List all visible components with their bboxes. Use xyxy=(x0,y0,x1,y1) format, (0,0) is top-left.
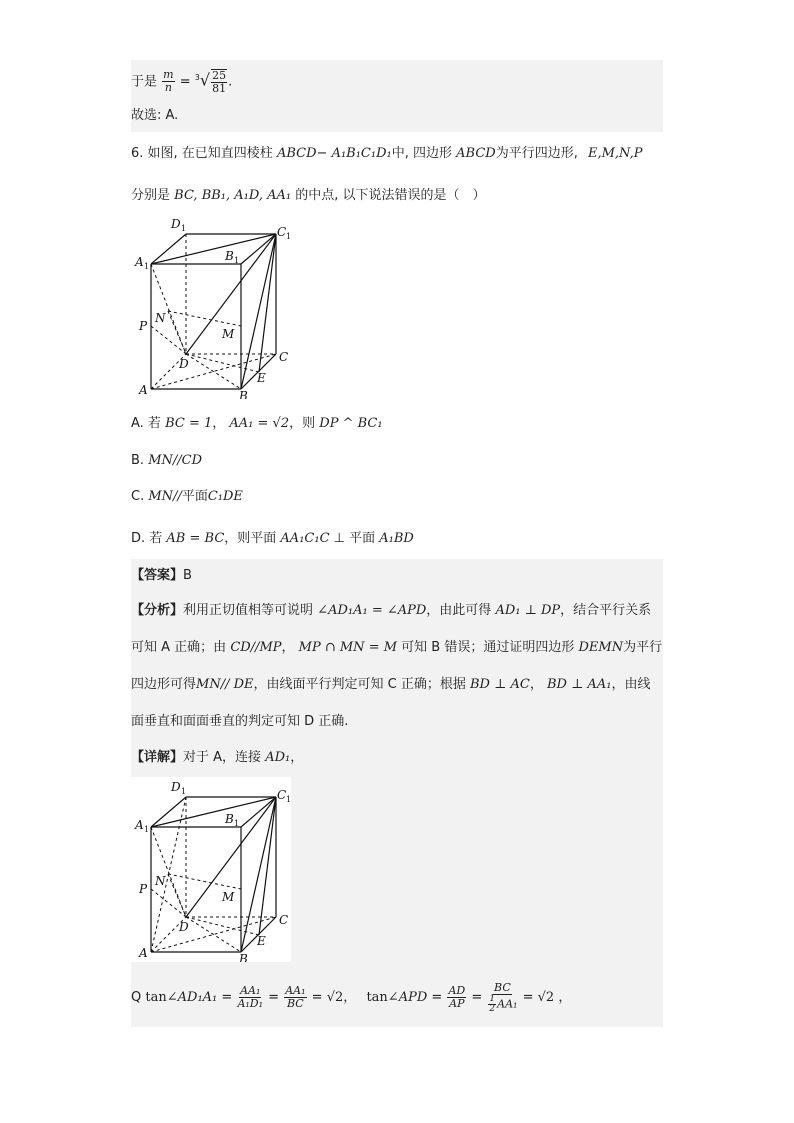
detail-label: 【详解】 xyxy=(131,750,184,765)
label-D: D xyxy=(179,920,189,934)
label-B1-sub: 1 xyxy=(234,256,240,265)
label-E: E xyxy=(257,934,266,948)
label-B: B xyxy=(239,952,248,962)
label-A: A xyxy=(139,946,148,960)
label-A1-sub: 1 xyxy=(144,825,150,834)
option-b xyxy=(131,451,202,471)
option-d-prefix: D. 若 xyxy=(131,531,163,546)
label-B1: B xyxy=(225,812,234,826)
analysis-math: ∠AD₁A₁ = ∠APD xyxy=(317,603,427,618)
analysis-text: 四边形可得 xyxy=(131,677,197,692)
answer-value: B xyxy=(183,568,192,583)
label-M: M xyxy=(222,327,235,341)
label-A: A xyxy=(139,383,148,397)
option-c-plane-word: 平面 xyxy=(181,489,208,504)
option-d-plane1: AA₁C₁C xyxy=(280,531,330,546)
option-c-prefix: C. xyxy=(131,489,145,504)
label-C1-sub: 1 xyxy=(286,795,291,804)
eq-5: = xyxy=(471,990,483,1005)
option-d-plane2: A₁BD xyxy=(379,531,414,546)
prism-dash: − xyxy=(316,146,328,161)
label-D1: D xyxy=(171,780,181,794)
label-P: P xyxy=(139,882,148,896)
question-mid2: 为平行四边形, xyxy=(495,146,578,161)
tan-2: tan xyxy=(366,990,388,1005)
option-a-aa: AA₁ = √2 xyxy=(229,416,290,431)
answer-label: 【答案】 xyxy=(131,568,184,583)
eq-2: = xyxy=(268,990,280,1005)
tan-1: tan xyxy=(145,990,167,1005)
option-c xyxy=(131,487,243,507)
option-a-bc: BC = 1 xyxy=(165,416,213,431)
question-line-1 xyxy=(131,144,642,164)
angle-1: ∠AD₁A₁ xyxy=(166,990,218,1005)
option-d-mid: ，则平面 xyxy=(224,531,277,546)
option-a-relation: DP ^ BC₁ xyxy=(319,416,383,431)
label-C: C xyxy=(279,350,289,364)
segments-list: BC, BB₁, A₁D, AA₁ xyxy=(174,188,292,203)
conclusion-prefix: 于是 xyxy=(131,74,158,90)
analysis-math: BD ⊥ AC xyxy=(470,677,530,692)
m-over-n: $\frac{m}{n}$ xyxy=(163,68,174,95)
analysis-line-3 xyxy=(131,675,650,695)
label-D1: D xyxy=(171,217,181,231)
analysis-text: ， xyxy=(281,640,295,655)
option-a xyxy=(131,414,383,434)
label-D1-sub: 1 xyxy=(181,787,187,796)
sqrt2-2: √2 xyxy=(537,990,555,1005)
option-d-perp: ⊥ 平面 xyxy=(329,531,376,546)
analysis-text: ， xyxy=(529,677,543,692)
since-symbol: Q xyxy=(131,990,142,1005)
label-N: N xyxy=(155,311,166,325)
equals-sign: = xyxy=(179,74,191,90)
label-B1-sub: 1 xyxy=(234,819,240,828)
tan-formula-line xyxy=(131,976,571,1020)
analysis-text: ，由此可得 xyxy=(426,603,492,618)
answer-choice-line xyxy=(131,106,178,126)
answer-line xyxy=(131,566,192,586)
label-P: P xyxy=(139,319,148,333)
question-mid1: 中, 四边形 xyxy=(391,146,452,161)
analysis-text: ，结合平行关系 xyxy=(560,603,652,618)
fraction-2: $\frac{\text{AA₁}}{BC}$ xyxy=(285,984,306,1010)
label-C1-sub: 1 xyxy=(286,232,291,241)
analysis-text: 利用正切值相等可说明 xyxy=(183,603,314,618)
radical-icon: √ xyxy=(199,70,211,90)
analysis-math: BD ⊥ AA₁ xyxy=(546,677,612,692)
eq-4: = xyxy=(431,990,443,1005)
label-N: N xyxy=(155,874,166,888)
label-D1-sub: 1 xyxy=(181,224,187,233)
fraction-3: $\frac{AD}{AP}$ xyxy=(448,984,466,1010)
analysis-line-1 xyxy=(131,601,651,621)
label-D: D xyxy=(179,357,189,371)
question-line2-prefix: 分别是 xyxy=(131,188,171,203)
analysis-math: AD₁ ⊥ DP xyxy=(495,603,561,618)
sqrt2-1: √2 xyxy=(326,990,344,1005)
analysis-line-4 xyxy=(131,712,348,732)
analysis-text: 可知 A 正确；由 xyxy=(131,640,227,655)
label-A1-sub: 1 xyxy=(144,262,150,271)
analysis-math: MP ∩ MN = M xyxy=(298,640,398,655)
label-C1: C xyxy=(277,225,287,239)
analysis-math: DEMN xyxy=(578,640,624,655)
option-c-mn: MN// xyxy=(148,489,182,504)
analysis-text: 面垂直和面面垂直的判定可知 D 正确. xyxy=(131,714,349,729)
label-C: C xyxy=(279,913,289,927)
detail-comma: ， xyxy=(290,750,304,765)
option-a-prefix: A. 若 xyxy=(131,416,161,431)
separator: ， xyxy=(343,990,357,1005)
quad-name: ABCD xyxy=(456,146,496,161)
option-b-relation: MN//CD xyxy=(148,453,203,468)
question-prefix: 6. 如图, 在已知直四棱柱 xyxy=(131,146,273,161)
analysis-text: 可知 B 错误；通过证明四边形 xyxy=(401,640,575,655)
option-a-then: ，则 xyxy=(289,416,316,431)
label-B: B xyxy=(239,389,248,399)
analysis-math: CD//MP xyxy=(230,640,282,655)
points-list: E,M,N,P xyxy=(587,146,643,161)
question-line-2 xyxy=(131,186,486,206)
label-C1: C xyxy=(277,788,287,802)
analysis-label: 【分析】 xyxy=(131,603,184,618)
detail-segment: AD₁ xyxy=(265,750,291,765)
detail-line xyxy=(131,748,303,768)
eq-6: = xyxy=(522,990,534,1005)
analysis-math: MN// DE xyxy=(196,677,254,692)
analysis-text: 为平行 xyxy=(623,640,663,655)
analysis-line-2 xyxy=(131,638,662,658)
option-d xyxy=(131,529,414,549)
fraction-1: $\frac{\text{AA₁}}{\text{A₁D₁}}$ xyxy=(237,984,264,1010)
prism-top: A₁B₁C₁D₁ xyxy=(331,146,392,161)
root-index: 3 xyxy=(194,73,200,82)
label-E: E xyxy=(257,371,266,385)
option-a-comma: ， xyxy=(212,416,226,431)
analysis-text: ，由线面平行判定可知 C 正确；根据 xyxy=(253,677,466,692)
analysis-text: ，由线 xyxy=(611,677,651,692)
prism-figure-1 xyxy=(131,214,291,399)
eq-1: = xyxy=(221,990,233,1005)
fraction-4: BC $\frac{1}{2}$ AA₁ xyxy=(489,980,518,1014)
prism-figure-2 xyxy=(131,777,291,962)
conclusion-line xyxy=(131,68,232,95)
angle-2: ∠APD xyxy=(387,990,428,1005)
formula-end: ， xyxy=(558,990,572,1005)
answer-choice-text: 故选: A. xyxy=(131,108,179,123)
option-c-plane: C₁DE xyxy=(207,489,243,504)
label-B1: B xyxy=(225,249,234,263)
period: . xyxy=(228,74,233,90)
detail-text: 对于 A，连接 xyxy=(183,750,262,765)
question-line2-suffix: 的中点, 以下说法错误的是（ ） xyxy=(295,188,486,203)
label-A1: A xyxy=(135,255,144,269)
option-d-eq: AB = BC xyxy=(166,531,225,546)
label-A1: A xyxy=(135,818,144,832)
option-b-prefix: B. xyxy=(131,453,145,468)
eq-3: = xyxy=(311,990,323,1005)
prism-bottom: ABCD xyxy=(276,146,317,161)
radicand-fraction: $\frac{25}{81}$ xyxy=(212,68,227,95)
label-M: M xyxy=(222,890,235,904)
